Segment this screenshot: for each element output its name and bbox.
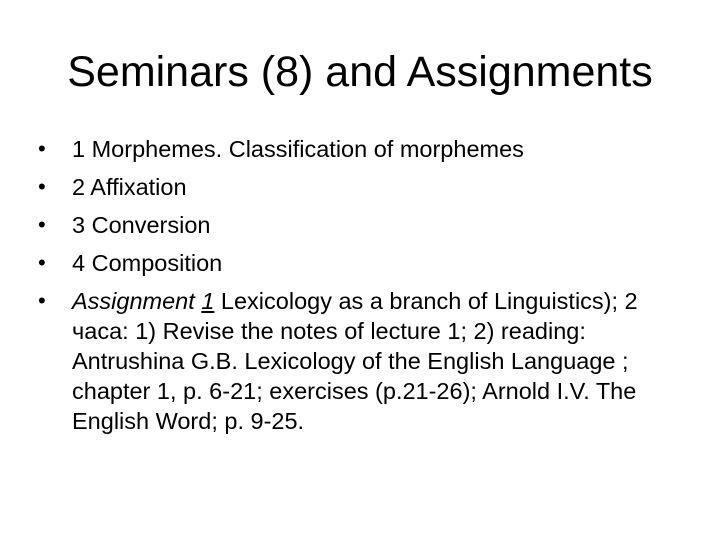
list-item-text: 1 Morphemes. Classification of morphemes — [72, 136, 524, 162]
list-item — [38, 248, 678, 278]
assignment-item — [38, 286, 678, 436]
list-item-text: 4 Composition — [72, 250, 223, 276]
bullet-icon: • — [38, 136, 46, 161]
bullet-icon: • — [38, 174, 46, 199]
list-item — [38, 134, 678, 164]
bullet-icon: • — [38, 250, 46, 275]
assignment-label: Assignment — [72, 288, 195, 314]
list-item — [38, 210, 678, 240]
list-item-text: 2 Affixation — [72, 174, 187, 200]
assignment-text: Lexicology as a branch of Linguistics); 2 часа: 1) Revise the notes of lecture 1; 2) reading: Antrushina G.B. Lexicology of the English Language ; chapter 1, p. 6-21; exercises (p.21-26); Arnold I.V. The English Word; p. 9-25. — [72, 288, 638, 434]
bullet-icon: • — [38, 288, 46, 313]
slide-title: Seminars (8) and Assignments — [67, 48, 653, 96]
bullet-icon: • — [38, 212, 46, 237]
assignment-number: 1 — [201, 288, 215, 314]
list-item — [38, 172, 678, 202]
list-item-text: 3 Conversion — [72, 212, 211, 238]
bullet-list — [38, 134, 678, 444]
